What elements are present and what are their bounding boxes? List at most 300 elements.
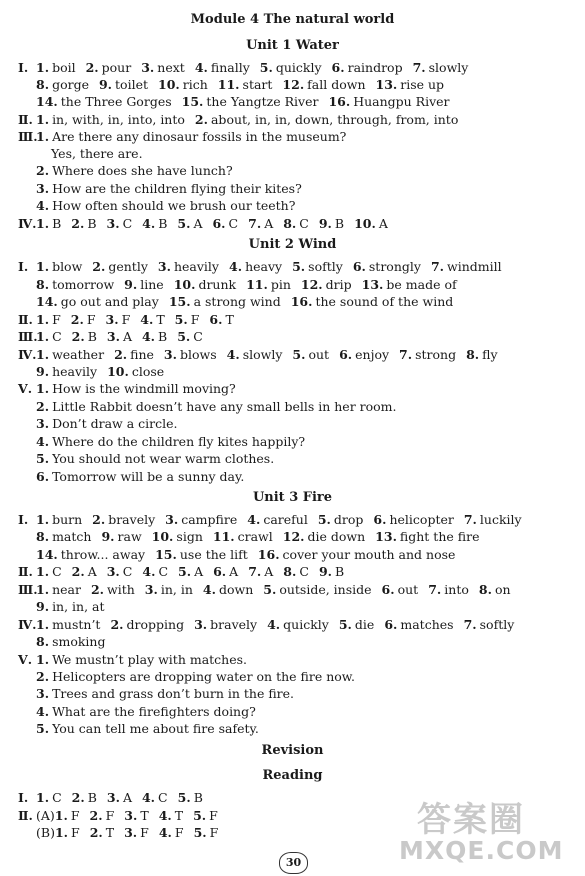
item-number: 2. xyxy=(70,312,84,327)
item-text: T xyxy=(140,808,149,823)
answer-item xyxy=(36,364,97,380)
answer-item xyxy=(36,582,81,598)
answer-item xyxy=(72,790,97,806)
section-number: Ⅰ. xyxy=(18,60,29,75)
answer-item xyxy=(213,564,238,580)
item-text: start xyxy=(242,77,273,92)
answer-item xyxy=(227,347,283,363)
item-text: slowly xyxy=(242,347,283,362)
u1-s1-line2 xyxy=(36,77,444,93)
section-number: Ⅰ. xyxy=(18,259,29,274)
item-number: 2. xyxy=(110,617,124,632)
answer-item xyxy=(159,825,184,841)
item-number: 16. xyxy=(290,294,313,309)
answer-item xyxy=(36,381,236,397)
item-number: 8. xyxy=(466,347,480,362)
u1-s1-line1 xyxy=(18,60,468,76)
answer-item xyxy=(107,329,132,345)
item-number: 10. xyxy=(158,77,180,92)
answer-item xyxy=(177,216,202,232)
item-number: 2. xyxy=(92,512,106,527)
answer-item xyxy=(36,129,346,145)
answer-item xyxy=(36,294,159,310)
u2-s5-q3 xyxy=(36,416,178,432)
item-number: 6. xyxy=(331,60,345,75)
item-text: B xyxy=(87,216,97,231)
item-text: T xyxy=(156,312,165,327)
u1-s3-q3 xyxy=(36,181,302,197)
rev-s2-a xyxy=(18,808,218,824)
u3-s5-q5 xyxy=(36,721,259,737)
item-text: Tomorrow will be a sunny day. xyxy=(52,469,245,484)
item-text: crawl xyxy=(237,529,273,544)
item-number: 2. xyxy=(71,790,85,805)
item-number: 4. xyxy=(140,312,154,327)
item-number: 4. xyxy=(158,825,172,840)
item-text: A xyxy=(229,564,239,579)
item-number: 5. xyxy=(177,216,191,231)
item-number: 3. xyxy=(144,582,158,597)
answer-item xyxy=(36,547,145,563)
section-number: Ⅴ. xyxy=(18,381,33,396)
item-text: Don’t draw a circle. xyxy=(52,416,178,431)
answer-item xyxy=(36,451,274,467)
item-number: 14. xyxy=(36,294,58,309)
item-text: A xyxy=(194,564,204,579)
u1-s3-q4 xyxy=(36,198,295,214)
answer-item xyxy=(36,94,172,110)
item-number: 7. xyxy=(399,347,413,362)
item-number: 1. xyxy=(36,329,50,344)
answer-item xyxy=(36,617,100,633)
u3-s5-q4 xyxy=(36,704,256,720)
item-text: drunk xyxy=(198,277,237,292)
item-text: raw xyxy=(117,529,142,544)
item-number: 12. xyxy=(282,77,305,92)
item-number: 8. xyxy=(36,529,50,544)
item-text: line xyxy=(140,277,164,292)
item-number: 3. xyxy=(106,790,120,805)
section-number: Ⅰ. xyxy=(18,512,29,527)
item-number: 2. xyxy=(90,582,105,597)
item-number: 3. xyxy=(141,60,155,75)
item-number: 12. xyxy=(300,277,323,292)
item-text: C xyxy=(158,790,168,805)
module-title: Module 4 The natural world xyxy=(190,12,395,27)
answer-item xyxy=(178,790,203,806)
item-number: 3. xyxy=(194,617,208,632)
answer-item xyxy=(155,547,248,563)
item-text: B xyxy=(87,790,97,805)
item-text: pin xyxy=(270,277,291,292)
item-number: 5. xyxy=(177,329,191,344)
item-number: 11. xyxy=(212,529,235,544)
answer-item xyxy=(142,329,167,345)
answer-item xyxy=(283,216,309,232)
answer-item xyxy=(283,529,365,545)
u2-s3-line1 xyxy=(18,329,203,345)
answer-item xyxy=(36,112,185,128)
item-text: C xyxy=(299,564,309,579)
answer-item xyxy=(36,704,256,720)
item-number: 5. xyxy=(193,825,207,840)
answer-item xyxy=(194,617,257,633)
u2-s1-line1 xyxy=(18,259,502,275)
answer-item xyxy=(431,259,502,275)
answer-item xyxy=(464,617,515,633)
answer-item xyxy=(169,294,281,310)
item-text: A xyxy=(193,216,203,231)
u3-s5-q2 xyxy=(36,669,355,685)
item-number: 4. xyxy=(202,582,216,597)
answer-item xyxy=(124,808,148,824)
item-number: 4. xyxy=(36,198,50,213)
item-text: the Three Gorges xyxy=(60,94,172,109)
answer-item xyxy=(36,434,305,450)
part-b-label: (B) xyxy=(36,825,55,840)
item-text: be made of xyxy=(386,277,457,292)
item-text: Huangpu River xyxy=(353,94,450,109)
u1-s4-line1 xyxy=(18,216,388,232)
answer-item xyxy=(159,808,183,824)
item-number: 2. xyxy=(92,259,106,274)
item-text: C xyxy=(299,216,309,231)
item-number: 2. xyxy=(89,808,103,823)
u1-s2-line1 xyxy=(18,112,458,128)
answer-item xyxy=(36,634,105,650)
item-number: 2. xyxy=(71,216,85,231)
item-number: 5. xyxy=(259,60,273,75)
answer-item xyxy=(213,529,273,545)
answer-item xyxy=(36,312,61,328)
item-text: gorge xyxy=(52,77,89,92)
item-text: weather xyxy=(52,347,105,362)
watermark-domain: MXQE.COM xyxy=(399,836,564,865)
answer-item xyxy=(267,617,329,633)
item-text: B xyxy=(193,790,203,805)
answer-item xyxy=(36,469,244,485)
item-text: mustn’t xyxy=(52,617,101,632)
answer-item xyxy=(248,216,273,232)
item-number: 7. xyxy=(428,582,442,597)
part-a-label: (A) xyxy=(36,808,55,823)
answer-item xyxy=(339,617,374,633)
item-text: toilet xyxy=(115,77,148,92)
page-number: 30 xyxy=(279,852,308,874)
item-text: rich xyxy=(182,77,208,92)
item-text: C xyxy=(158,564,169,579)
answer-item xyxy=(248,564,273,580)
item-text: heavily xyxy=(173,259,219,274)
answer-item xyxy=(292,259,343,275)
item-text: with xyxy=(107,582,135,597)
item-text: C xyxy=(193,329,203,344)
item-text: heavy xyxy=(245,259,283,274)
item-number: 7. xyxy=(248,564,262,579)
item-number: 6. xyxy=(381,582,395,597)
u1-s3-q1-answer: Yes, there are. xyxy=(51,146,143,161)
item-number: 1. xyxy=(36,347,50,362)
answer-item xyxy=(107,564,133,580)
answer-item xyxy=(141,60,185,76)
u3-s4-line2 xyxy=(36,634,105,650)
answer-item xyxy=(36,216,61,232)
item-number: 7. xyxy=(248,216,262,231)
section-number: Ⅲ. xyxy=(18,582,38,597)
answer-item xyxy=(373,512,453,528)
answer-item xyxy=(36,163,233,179)
u3-s1-line2 xyxy=(36,529,479,545)
watermark-logo-text: 答案圈 xyxy=(417,800,525,840)
item-text: C xyxy=(52,329,62,344)
item-text: outside, inside xyxy=(279,582,372,597)
answer-item xyxy=(466,347,497,363)
item-number: 7. xyxy=(430,259,444,274)
u2-s1-line3 xyxy=(36,294,453,310)
item-number: 8. xyxy=(283,564,297,579)
u3-s5-q1 xyxy=(18,652,247,668)
item-text: F xyxy=(209,825,219,840)
answer-item xyxy=(99,77,148,93)
answer-item xyxy=(36,686,294,702)
item-text: next xyxy=(157,60,185,75)
answer-item xyxy=(195,112,458,128)
item-number: 3. xyxy=(106,329,120,344)
item-number: 6. xyxy=(373,512,387,527)
answer-item xyxy=(319,216,344,232)
item-text: smoking xyxy=(52,634,106,649)
item-number: 10. xyxy=(107,364,129,379)
section-number: Ⅲ. xyxy=(18,129,38,144)
item-number: 14. xyxy=(36,94,58,109)
item-text: in, in xyxy=(160,582,193,597)
item-number: 4. xyxy=(142,216,156,231)
item-text: A xyxy=(87,564,97,579)
item-number: 2. xyxy=(85,60,99,75)
answer-item xyxy=(178,564,203,580)
item-number: 9. xyxy=(98,77,113,92)
answer-item xyxy=(55,808,80,824)
item-number: 8. xyxy=(36,634,50,649)
item-text: fall down xyxy=(307,77,366,92)
item-text: enjoy xyxy=(355,347,390,362)
answer-item xyxy=(110,617,184,633)
section-number: Ⅴ. xyxy=(18,652,33,667)
item-number: 5. xyxy=(338,617,352,632)
answer-item xyxy=(164,347,217,363)
item-text: heavily xyxy=(52,364,98,379)
section-number: Ⅱ. xyxy=(18,112,33,127)
item-text: cover your mouth and nose xyxy=(282,547,456,562)
answer-item xyxy=(36,181,302,197)
answer-item xyxy=(36,329,62,345)
item-number: 4. xyxy=(36,704,50,719)
item-number: 2. xyxy=(36,163,50,178)
item-text: boil xyxy=(52,60,76,75)
answer-item xyxy=(375,529,479,545)
answer-item xyxy=(142,790,168,806)
item-number: 5. xyxy=(174,312,188,327)
item-text: F xyxy=(71,825,80,840)
item-number: 7. xyxy=(412,60,426,75)
item-text: sign xyxy=(176,529,203,544)
item-number: 6. xyxy=(209,312,223,327)
item-text: B xyxy=(158,329,168,344)
answer-item xyxy=(114,347,154,363)
item-number: 9. xyxy=(318,216,332,231)
item-text: B xyxy=(158,216,168,231)
item-number: 5. xyxy=(292,347,306,362)
item-text: F xyxy=(86,312,96,327)
item-number: 8. xyxy=(283,216,297,231)
item-number: 7. xyxy=(463,512,477,527)
answer-item xyxy=(142,216,167,232)
section-number: Ⅳ. xyxy=(18,347,37,362)
answer-item xyxy=(36,399,397,415)
item-text: T xyxy=(174,808,184,823)
answer-item xyxy=(90,808,115,824)
item-number: 9. xyxy=(101,529,115,544)
item-text: the Yangtze River xyxy=(206,94,319,109)
item-number: 1. xyxy=(36,259,50,274)
item-text: How often should we brush our teeth? xyxy=(52,198,296,213)
item-text: a strong wind xyxy=(193,294,281,309)
item-text: helicopter xyxy=(389,512,454,527)
item-number: 15. xyxy=(181,94,204,109)
answer-item xyxy=(107,790,132,806)
answer-item xyxy=(71,216,96,232)
item-text: on xyxy=(494,582,511,597)
answer-item xyxy=(36,347,104,363)
item-text: matches xyxy=(400,617,454,632)
u2-s4-line2 xyxy=(36,364,164,380)
answer-item xyxy=(36,512,82,528)
item-number: 3. xyxy=(124,825,138,840)
item-text: A xyxy=(264,216,274,231)
answer-item xyxy=(36,599,105,615)
item-text: C xyxy=(52,790,62,805)
item-text: softly xyxy=(479,617,515,632)
answer-item xyxy=(362,277,457,293)
unit2-title: Unit 2 Wind xyxy=(248,237,337,252)
item-number: 8. xyxy=(36,77,50,92)
answer-item xyxy=(145,582,193,598)
section-number: Ⅰ. xyxy=(18,790,29,805)
item-text: into xyxy=(444,582,469,597)
item-number: 10. xyxy=(151,529,174,544)
item-number: 3. xyxy=(36,181,50,196)
item-number: 1. xyxy=(36,381,50,396)
answer-item xyxy=(353,259,421,275)
item-number: 5. xyxy=(317,512,331,527)
rev-s2-b xyxy=(36,825,218,841)
item-number: 1. xyxy=(36,652,50,667)
item-text: A xyxy=(264,564,274,579)
item-text: fine xyxy=(130,347,154,362)
item-text: T xyxy=(105,825,115,840)
answer-item xyxy=(142,564,168,580)
item-number: 8. xyxy=(36,277,50,292)
item-number: 1. xyxy=(36,582,50,597)
item-number: 4. xyxy=(158,808,172,823)
item-number: 4. xyxy=(194,60,208,75)
item-number: 4. xyxy=(141,790,156,805)
item-number: 2. xyxy=(194,112,208,127)
answer-item xyxy=(90,825,114,841)
item-number: 6. xyxy=(384,617,398,632)
item-number: 2. xyxy=(71,329,85,344)
unit1-title: Unit 1 Water xyxy=(246,38,339,53)
item-number: 4. xyxy=(142,564,156,579)
answer-item xyxy=(36,416,178,432)
answer-item xyxy=(291,294,454,310)
item-text: Little Rabbit doesn’t have any small bells in her room. xyxy=(52,399,397,414)
u3-s1-line1 xyxy=(18,512,522,528)
u1-s3-q2 xyxy=(36,163,233,179)
item-number: 2. xyxy=(71,564,85,579)
answer-item xyxy=(282,77,365,93)
item-number: 16. xyxy=(328,94,351,109)
answer-item xyxy=(399,347,456,363)
watermark xyxy=(399,790,579,870)
answer-item xyxy=(209,312,233,328)
answer-item xyxy=(319,564,344,580)
item-number: 3. xyxy=(124,808,138,823)
answer-item xyxy=(354,216,388,232)
u3-s1-line3 xyxy=(36,547,455,563)
item-number: 10. xyxy=(354,216,376,231)
item-number: 4. xyxy=(267,617,281,632)
item-text: C xyxy=(52,564,62,579)
rev-s1-line1 xyxy=(18,790,203,806)
u3-s2-line1 xyxy=(18,564,344,580)
u3-s4-line1 xyxy=(18,617,514,633)
item-number: 9. xyxy=(36,599,50,614)
item-text: burn xyxy=(52,512,83,527)
item-number: 1. xyxy=(36,617,50,632)
item-text: luckily xyxy=(479,512,522,527)
item-text: match xyxy=(52,529,92,544)
item-text: in, in, at xyxy=(52,599,105,614)
item-text: careful xyxy=(263,512,308,527)
item-text: bravely xyxy=(108,512,156,527)
item-text: slowly xyxy=(428,60,469,75)
answer-item xyxy=(36,652,247,668)
answer-item xyxy=(36,790,62,806)
item-text: about, in, in, down, through, from, into xyxy=(210,112,459,127)
u2-s5-q4 xyxy=(36,434,305,450)
answer-item xyxy=(332,60,403,76)
item-text: F xyxy=(121,312,131,327)
answer-item xyxy=(464,512,522,528)
item-text: Helicopters are dropping water on the fire now. xyxy=(52,669,355,684)
answer-item xyxy=(292,347,329,363)
answer-item xyxy=(36,198,295,214)
item-number: 4. xyxy=(229,259,243,274)
section-number: Ⅱ. xyxy=(18,808,33,823)
answer-item xyxy=(158,259,219,275)
item-text: Trees and grass don’t burn in the fire. xyxy=(52,686,295,701)
answer-item xyxy=(382,582,419,598)
item-text: We mustn’t play with matches. xyxy=(52,652,248,667)
section-number: Ⅱ. xyxy=(18,312,33,327)
item-number: 5. xyxy=(263,582,277,597)
item-number: 10. xyxy=(173,277,196,292)
item-number: 1. xyxy=(36,216,50,231)
item-text: strong xyxy=(415,347,457,362)
item-text: Where do the children fly kites happily? xyxy=(52,434,306,449)
item-text: dropping xyxy=(126,617,185,632)
